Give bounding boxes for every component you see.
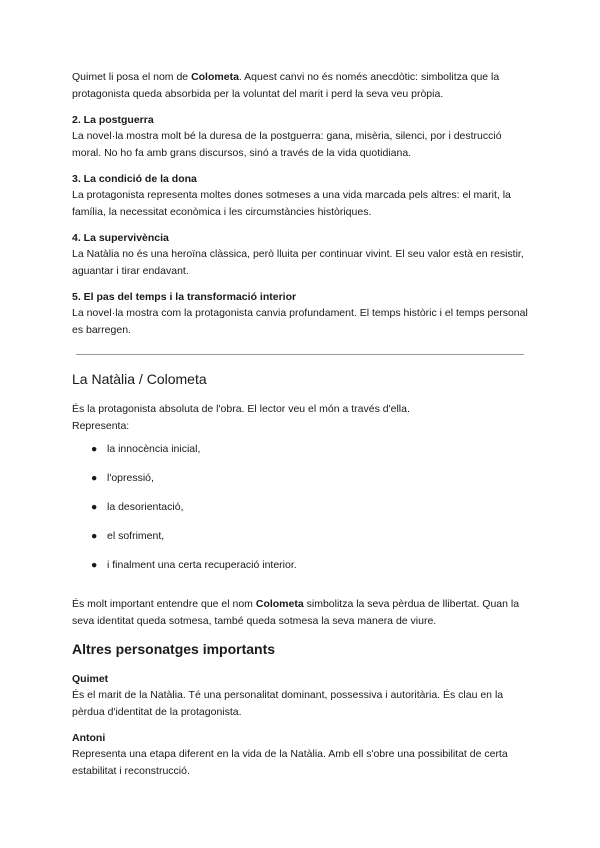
section-title: 4. La supervivència xyxy=(72,232,169,244)
list-item-text: el sofriment, xyxy=(107,530,165,542)
intro-paragraph xyxy=(72,69,528,103)
document-content xyxy=(72,69,528,789)
natalia-intro-line1: És la protagonista absoluta de l'obra. El lector veu el món a través d'ella. xyxy=(72,403,410,415)
section-body: La protagonista representa moltes dones sotmeses a una vida marcada pels altres: el marit, la família, la necessitat econòmica i les circumstàncies històriques. xyxy=(72,189,511,218)
closing-text-end: simbolitza la seva pèrdua de llibertat. Quan la seva identitat queda sotmesa, també queda sotmesa la seva manera de viure. xyxy=(72,598,520,627)
section-body: La novel·la mostra com la protagonista canvia profundament. El temps històric i el temps personal es barregen. xyxy=(72,307,528,336)
section-postguerra xyxy=(72,112,528,162)
section-title: 2. La postguerra xyxy=(72,114,154,126)
list-item-text: l'opressió, xyxy=(107,472,154,484)
section-body: La novel·la mostra molt bé la duresa de la postguerra: gana, misèria, silenci, por i destrucció moral. No ho fa amb grans discursos, sinó a través de la vida quotidiana. xyxy=(72,130,502,159)
bullet-icon: ● xyxy=(91,501,98,513)
bullet-icon: ● xyxy=(91,530,98,542)
list-item xyxy=(72,528,528,557)
horizontal-divider xyxy=(76,354,524,355)
natalia-represents-list xyxy=(72,441,528,586)
intro-text-end: . Aquest canvi no és només anecdòtic: simbolitza que la protagonista queda absorbida per la voluntat del marit i perd la seva veu pròpia. xyxy=(72,71,500,100)
list-item-text: i finalment una certa recuperació interior. xyxy=(107,559,297,571)
character-name: Antoni xyxy=(72,732,106,744)
heading-natalia: La Natàlia / Colometa xyxy=(72,371,207,387)
heading-altres-personatges: Altres personatges importants xyxy=(72,641,276,657)
list-item xyxy=(72,441,528,470)
section-supervivencia xyxy=(72,230,528,280)
bullet-icon: ● xyxy=(91,559,98,571)
section-title: 3. La condició de la dona xyxy=(72,173,197,185)
list-item xyxy=(72,470,528,499)
list-item xyxy=(72,557,528,586)
character-name: Quimet xyxy=(72,673,109,685)
character-description: És el marit de la Natàlia. Té una personalitat dominant, possessiva i autoritària. És clau en la pèrdua d'identitat de la protagonista. xyxy=(72,689,504,718)
character-antoni xyxy=(72,730,528,780)
section-condicio-dona xyxy=(72,171,528,221)
bullet-icon: ● xyxy=(91,472,98,484)
closing-text-start: És molt important entendre que el nom xyxy=(72,598,256,610)
section-pas-temps xyxy=(72,289,528,339)
bullet-icon: ● xyxy=(91,443,98,455)
list-item xyxy=(72,499,528,528)
natalia-intro-line2: Representa: xyxy=(72,420,130,432)
intro-bold-name: Colometa xyxy=(191,71,239,83)
character-quimet xyxy=(72,671,528,721)
closing-bold-name: Colometa xyxy=(255,598,304,610)
character-description: Representa una etapa diferent en la vida de la Natàlia. Amb ell s'obre una possibilitat de certa estabilitat i reconstrucció. xyxy=(72,748,508,777)
list-item-text: la innocència inicial, xyxy=(107,443,201,455)
section-body: La Natàlia no és una heroïna clàssica, però lluita per continuar vivint. El seu valor està en resistir, aguantar i tirar endavant. xyxy=(72,248,524,277)
section-title: 5. El pas del temps i la transformació interior xyxy=(72,291,297,303)
natalia-closing-paragraph xyxy=(72,596,528,630)
intro-text-start: Quimet li posa el nom de xyxy=(72,71,192,83)
list-item-text: la desorientació, xyxy=(107,501,184,513)
